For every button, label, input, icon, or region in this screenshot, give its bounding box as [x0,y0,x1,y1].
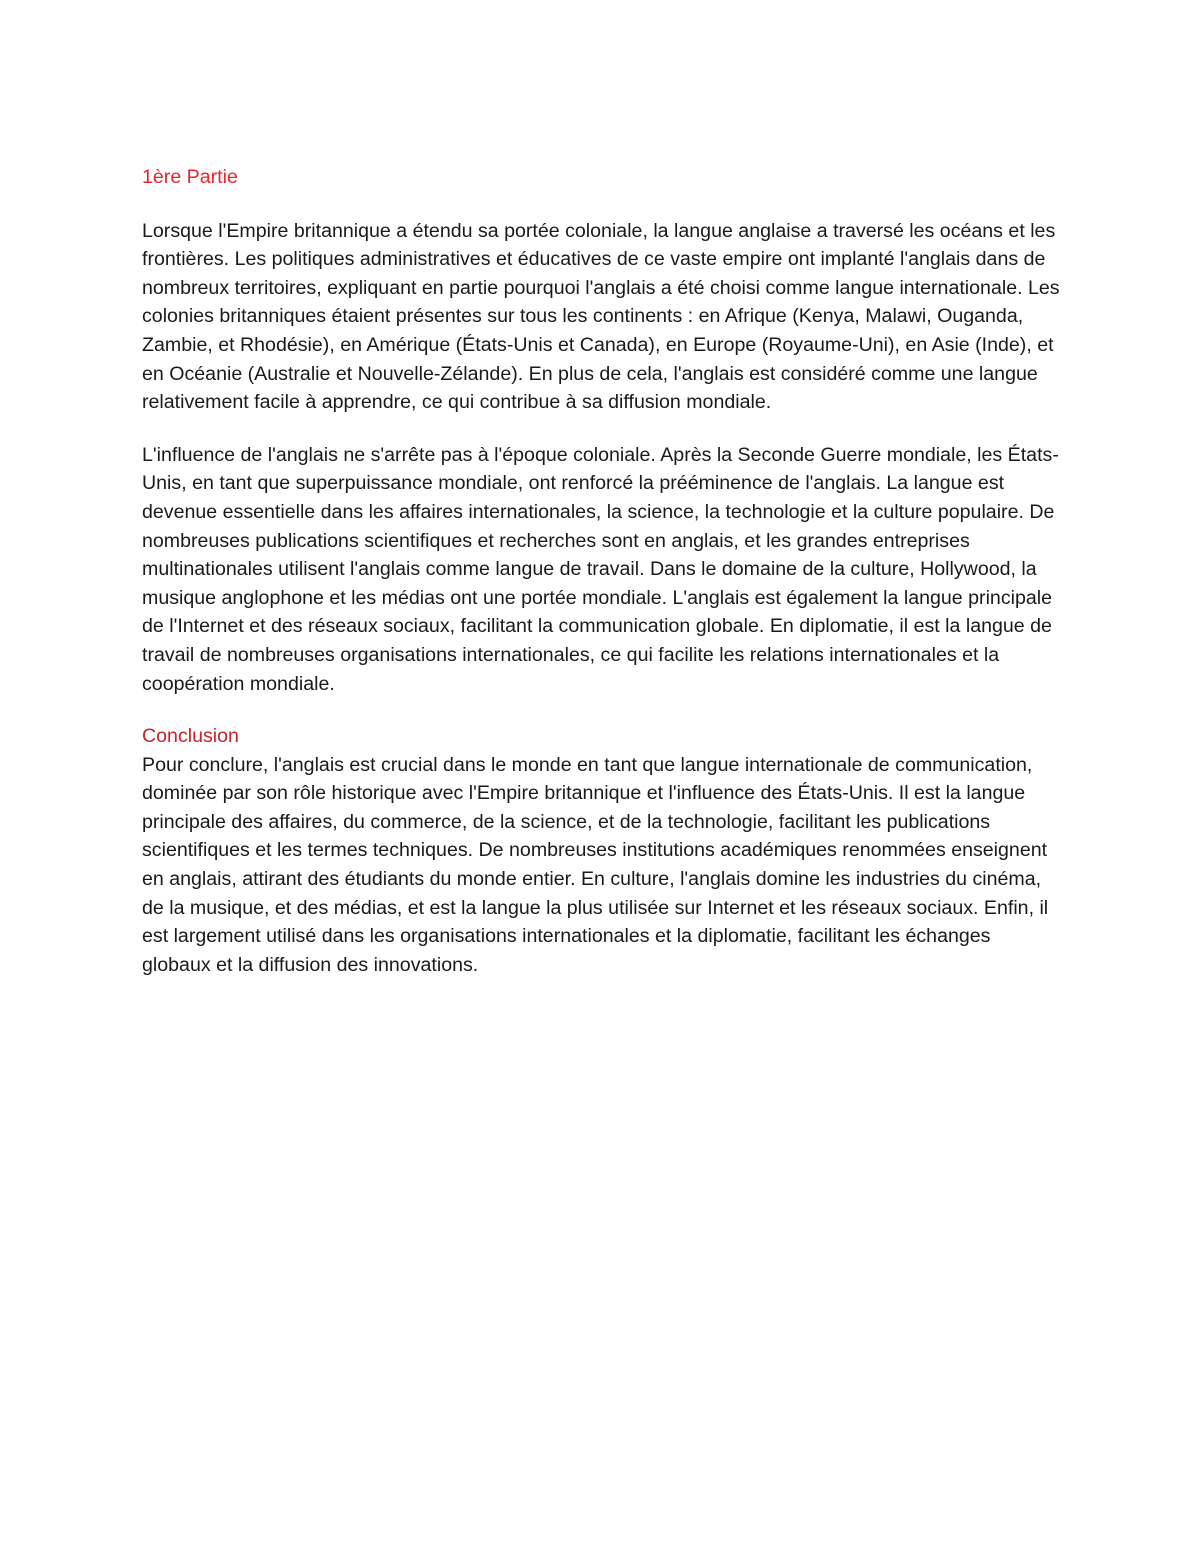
section-heading-1ere-partie: 1ère Partie [142,166,238,188]
section-heading-conclusion: Conclusion [142,725,239,748]
paragraph-empire-britannique: Lorsque l'Empire britannique a étendu sa portée coloniale, la langue anglaise a traversé les océans et les frontières. Les politiques administratives et éducatives de ce vaste empire ont implanté l'anglais dans de nombreux territoires, expliquant en partie pourquoi l'anglais a été choisi comme langue internationale. Les colonies britanniques étaient présentes sur tous les continents : en Afrique (Kenya, Malawi, Ouganda, Zambie, et Rhodésie), en Amérique (États-Unis et Canada), en Europe (Royaume-Uni), en Asie (Inde), et en Océanie (Australie et Nouvelle-Zélande). En plus de cela, l'anglais est considéré comme une langue relativement facile à apprendre, ce qui contribue à sa diffusion mondiale. [142,219,1060,414]
paragraph-influence-anglais: L'influence de l'anglais ne s'arrête pas à l'époque coloniale. Après la Seconde Guerre mondiale, les États-Unis, en tant que superpuissance mondiale, ont renforcé la prééminence de l'anglais. La langue est devenue essentielle dans les affaires internationales, la science, la technologie et la culture populaire. De nombreuses publications scientifiques et recherches sont en anglais, et les grandes entreprises multinationales utilisent l'anglais comme langue de travail. Dans le domaine de la culture, Hollywood, la musique anglophone et les médias ont une portée mondiale. L'anglais est également la langue principale de l'Internet et des réseaux sociaux, facilitant la communication globale. En diplomatie, il est la langue de travail de nombreuses organisations internationales, ce qui facilite les relations internationales et la coopération mondiale. [142,443,1059,695]
document-body [142,163,1062,979]
paragraph-conclusion: Pour conclure, l'anglais est crucial dans le monde en tant que langue internationale de communication, dominée par son rôle historique avec l'Empire britannique et l'influence des États-Unis. Il est la langue principale des affaires, du commerce, de la science, et de la technologie, facilitant les publications scientifiques et les termes techniques. De nombreuses institutions académiques renommées enseignent en anglais, attirant des étudiants du monde entier. En culture, l'anglais domine les industries du cinéma, de la musique, et des médias, et est la langue la plus utilisée sur Internet et les réseaux sociaux. Enfin, il est largement utilisé dans les organisations internationales et la diplomatie, facilitant les échanges globaux et la diffusion des innovations. [142,753,1049,976]
